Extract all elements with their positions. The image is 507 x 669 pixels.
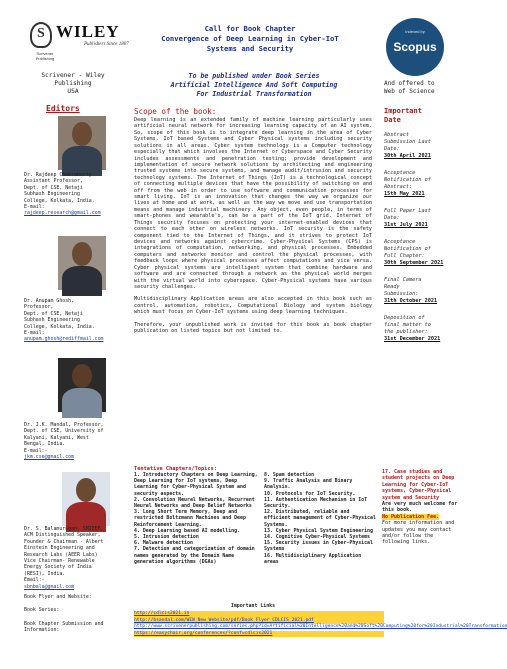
date-label: Deposition of [384, 315, 425, 321]
editors-heading: Editors [46, 104, 80, 113]
series-line-3: For Industrial Transformation [196, 90, 312, 98]
date-label: Acceptance [384, 239, 416, 245]
date-label: the publisher: [384, 329, 428, 335]
publisher-line-1: Scrivener - Wiley [41, 72, 105, 79]
date-label: Full Chapter: [384, 253, 425, 259]
editor-line: ACM Distinguished Speaker, [24, 532, 101, 539]
topic-item: 8. Spam detection [264, 472, 315, 478]
editor-line: Subhash Engineering [24, 191, 80, 198]
title-line-1: Call for Book Chapter [204, 24, 296, 33]
scopus-logo: Scopus [393, 40, 437, 54]
wiley-tagline: Publishers Since 1807 [84, 42, 129, 47]
topic-item: 9. Traffic Analysis and Binary Analysis. [264, 478, 353, 491]
title-line-2: Convergence of Deep Learning in Cyber-IoT [161, 34, 339, 43]
editor-line: Subhash Engineering [24, 317, 80, 324]
scope-paragraph: Therefore, your unpublished work is invited for this book as book chapter publication on listed topics but not limited to. [134, 321, 372, 335]
date-label: Notification of [384, 246, 431, 252]
editor-email-link[interactable]: anupam.ghosh@rediffmail.com [24, 336, 104, 343]
editor-line: Research Labs (AEER Labs) [24, 551, 98, 558]
topic-item: 7. Detection and categorization of domain names generated by the Domain Name generation algorithms (DGAs) [134, 546, 255, 565]
scrivener-logo-text: Scrivener Publishing [35, 51, 55, 61]
editor-line: Energy Society of India [24, 564, 92, 571]
editor-line: Dr. Rajdeep Chakraborty [24, 172, 92, 178]
date-label: Full Paper Last [384, 208, 431, 214]
topic-item: 16. Multidisciplinary Application areas [264, 552, 362, 565]
topic-item: 14. Cognitive Cyber-Physical Systems [264, 534, 370, 541]
indexing-line-1: And offered to [384, 80, 435, 87]
topic-item: 3. Long Short Term Memory, Deep and restricted Boltzmann Machines and Deep Reinforcement Learning. [134, 509, 246, 528]
indexing-note [384, 80, 464, 96]
scrivener-logo-icon [30, 22, 52, 48]
date-label: Abstract [384, 132, 409, 138]
publisher-logos [30, 20, 129, 62]
editor-line: Dept. of CSE, University of [24, 428, 104, 435]
editor-email-link[interactable]: rajdeep.research@gmail.com [24, 210, 101, 217]
scopus-indexed-text: Indexed by [405, 29, 425, 34]
date-value: 15th May 2021 [384, 191, 425, 197]
side-link-labels [24, 594, 130, 634]
topic-item: 5. Intrusion detection [134, 534, 199, 541]
topic-item: 11. Authentication Mechanism in IoT Security. [264, 496, 368, 510]
topic-item: 13. Cyber Physical System Engineering [264, 527, 373, 534]
editor-line: Founder & Chairman - Albert [24, 538, 104, 545]
dates-heading-line-2: Date [384, 116, 401, 124]
scope-body [134, 117, 372, 341]
editor-line: Dr. J.K. Mandal, Professor, [24, 422, 104, 428]
editor-line: E-mail: [24, 330, 45, 337]
series-label: Book Series: [24, 607, 60, 614]
submission-label: Book Chapter Submission and [24, 620, 104, 627]
date-label: Final Camera [384, 277, 422, 283]
scope-heading: Scope of the book: [134, 107, 217, 116]
editor-line: College, Kolkata, India. [24, 197, 95, 204]
page-title [125, 24, 375, 54]
header [0, 0, 474, 68]
editor-line: E-mail:- [24, 447, 48, 454]
date-value: 31th October 2021 [384, 298, 438, 304]
title-line-3: Systems and Security [206, 44, 294, 53]
dates-heading-line-1: Important [384, 107, 422, 115]
editor-line: Dr. S. Balamurugan, SMIEEE, [24, 526, 104, 532]
editor-line: Einstein Engineering and [24, 545, 95, 552]
scopus-badge [386, 18, 444, 76]
important-dates-list [384, 132, 466, 353]
submission-label-2: Information: [24, 627, 60, 634]
publisher-line-2: Publishing [54, 80, 92, 87]
wiley-logo: WILEY [56, 22, 120, 41]
topic-item: 15. Security issues in Cyber-Physical Systems [264, 540, 373, 553]
editor-4-info [24, 526, 130, 590]
book-series [134, 72, 374, 99]
date-label: Date: [384, 146, 400, 152]
series-link[interactable]: http://www.scrivenerpublishing.com/series.php?id=Artificial%20Intelligence%20and%20Soft%20Computing%20for%20Industrial%20Transformation [134, 624, 507, 630]
date-value: 31st December 2021 [384, 336, 441, 342]
more-info-text: For more information and updates you may contact and/or follow the following links. [382, 520, 455, 546]
editor-line: Dept. of CSE, Netaji [24, 310, 83, 317]
editor-line: E-mail: [24, 204, 45, 211]
topic-item: 4. Deep Learning based AI modelling. [134, 527, 240, 534]
editor-photo-4 [62, 472, 110, 526]
welcome-text: Are very much welcome for this book. [382, 501, 458, 514]
date-label: Ready [384, 284, 400, 290]
editor-photo-1 [58, 116, 106, 170]
topic-item: 1. Introductory Chapters on Deep Learning, Deep Learning for IoT systems, Deep Learning for Cyber-Physical System and security aspects. [134, 472, 258, 497]
no-fee-badge: No Publication Fee. [382, 513, 440, 520]
editor-line: (RESI), India. [24, 570, 66, 577]
topic-item: 10. Protocols for IoT Security. [264, 490, 356, 497]
editor-photo-2 [58, 236, 106, 290]
important-links-heading: Important Links [230, 603, 276, 609]
case-studies-topic: 17. Case studies and student projects on Deep Learning for Cyber-IoT systems, Cyber-Physical system and Security [382, 469, 455, 501]
date-value: 31st July 2021 [384, 222, 428, 228]
date-value: 30th September 2021 [384, 260, 444, 266]
topic-item: 12. Distributed, reliable and efficient management of Cyber-Physical Systems. [264, 509, 376, 528]
important-dates-heading [384, 107, 422, 125]
editor-3-info [24, 422, 130, 460]
date-label: Notification of [384, 177, 431, 183]
date-label: Submission: [384, 291, 419, 297]
submission-link[interactable]: https://easychair.org/conferences/?conf=cdlcis2021 [134, 631, 384, 638]
editor-1-info [24, 172, 130, 217]
series-line-2: Artificial Intelligence And Soft Computing [170, 81, 338, 89]
editor-line: Email:- [24, 577, 45, 584]
series-line-1: To be published under Book Series [188, 72, 320, 80]
scope-paragraph: Multidisciplinary Application areas are also accepted in this book such as control, automation, robotics, Computational Biology and system biology which must focus on Cyber-IoT systems using deep learning techniques. [134, 296, 372, 316]
topic-item: 6. Malware detection [134, 540, 193, 547]
editor-line: Kalyani, Kalyani, West [24, 434, 89, 441]
editor-2-info [24, 298, 130, 343]
editor-line: Vice Chairman- Renewable [24, 558, 95, 565]
editor-line: Professor, [24, 304, 54, 311]
editor-line: Dept. of CSE, Netaji [24, 184, 83, 191]
flyer-link[interactable]: http://bsandal.com/WEW New Website/pdf/Book Flyer CDLCIS 2021.pdf [134, 618, 384, 625]
publisher-line-3: USA [67, 88, 79, 95]
case-studies-note [382, 469, 462, 546]
editor-line: Assistant Professor, [24, 178, 83, 185]
date-label: Acceptance [384, 170, 416, 176]
topics-heading: Tentative Chapters/Topics: [134, 466, 217, 472]
date-label: final matter to [384, 322, 431, 328]
date-value: 30th April 2021 [384, 153, 431, 159]
date-label: Date: [384, 215, 400, 221]
important-links [134, 611, 507, 637]
editor-line: Bengal, India. [24, 441, 66, 448]
topic-item: 2. Convolution Neural Networks, Recurrent Neural Networks and Deep Belief Networks [134, 496, 255, 510]
indexing-line-2: Web of Science [384, 88, 435, 95]
flyer-label: Book Flyer and Website: [24, 594, 92, 600]
editor-line: College, Kolkata, India. [24, 323, 95, 330]
editor-email-link[interactable]: jkm.cse@gmail.com [24, 454, 75, 461]
scope-paragraph: Deep learning is an extended family of machine learning particularly uses artificial neural network for increasing learning capacity of an AI system. So, scope of this book is to integrate deep learning in the area of Cyber Systems, IoT based Systems and Cyber Physical systems including security solutions in all areas. Cyber system technology is a Computer technology especially that which involves the Internet or Cyberspace and Cyber Security includes assessments and penetration testing; provide development and implementation of secure network solutions by architecting and engineering trusted systems into secure systems, and manage audit/intrusion and security technology systems. The Internet of Things (IoT) is a technological concept of connecting multiple devices that have the possibility of switching on and off from the web in order to use software and communication processes for smart living. IoT is an innovation that changes the way we organize our lives at home and at work, as well as the way we move and use transportation means and manage industrial machinery. Any object, even people, in terms of smart-phones and wearable's, can be a part of the IoT grid. Internet of Things security focuses on protecting your internet-enabled devices that connect to each other on wireless networks. IoT security is the safety component tied to the Internet of Things, and it strives to protect IoT devices and networks against cybercrime. Cyber-Physical Systems (CPS) is integrations of computation, networking, and physical processes. Embedded computers and networks monitor and control the physical processes, with feedback loops where physical processes affect computations and vice versa. Cyber physical systems are intelligent system that combine hardware and software and are connected through a network as the physical world merges with the virtual world into cyberspace. Cyber-Physical systems have various security challenges. [134, 117, 372, 290]
date-label: Abstract: [384, 184, 413, 190]
editor-line: Dr. Anupam Ghosh, [24, 298, 75, 304]
editor-email-link[interactable]: sbnbala@gmail.com [24, 583, 75, 590]
editor-photo-3 [58, 358, 106, 412]
website-link[interactable]: http://cdlcis2021.in [134, 611, 384, 618]
topics-list-left [134, 472, 258, 565]
publisher-info [18, 72, 128, 96]
topics-list-right [264, 472, 376, 565]
date-label: Submission Last [384, 139, 431, 145]
